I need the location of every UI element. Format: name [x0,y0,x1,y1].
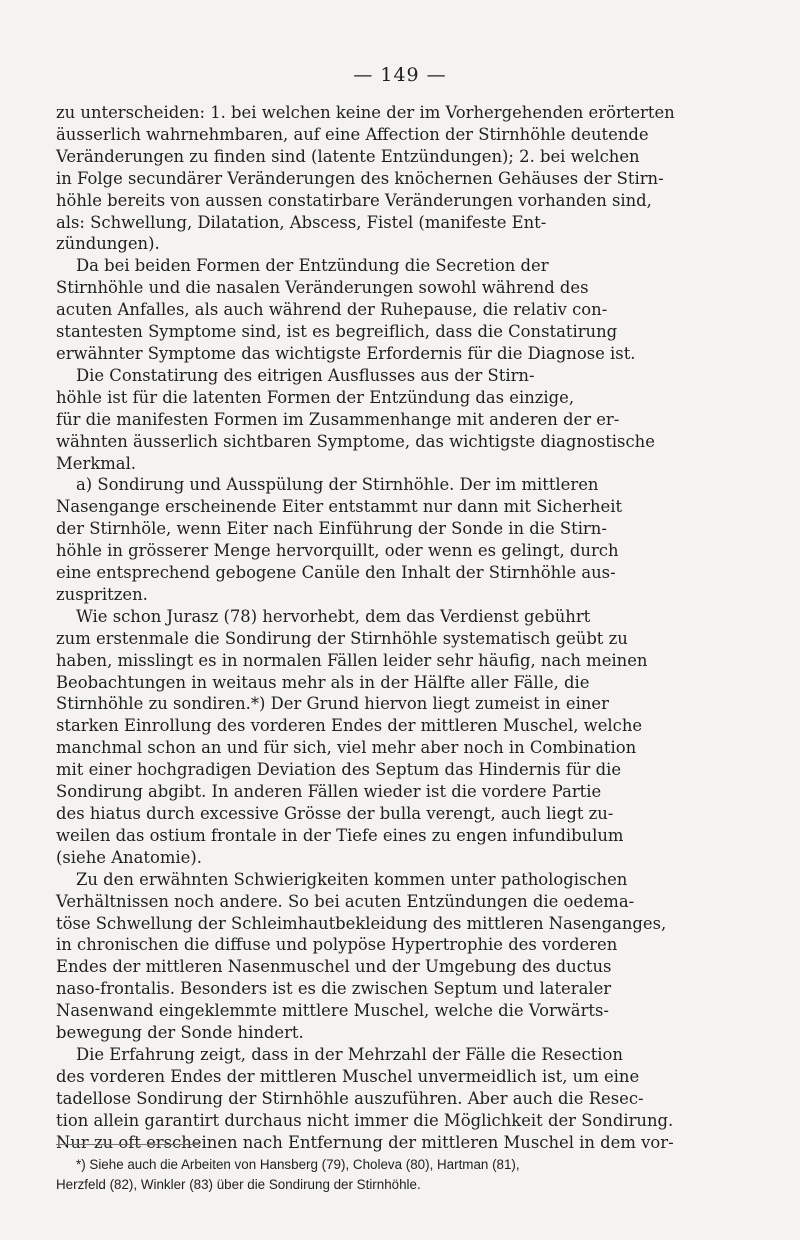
text-line: Verhältnissen noch andere. So bei acuten Entzündungen die oedema- [56,891,635,911]
text-line: mit einer hochgradigen Deviation des Septum das Hindernis für die [56,760,622,780]
text-line: Sondirung abgibt. In anderen Fällen wieder ist die vordere Partie [56,782,602,802]
text-line: Wie schon Jurasz (78) hervorhebt, dem das Verdienst gebührt [76,606,591,626]
text-line: Nasenwand eingeklemmte mittlere Muschel, welche die Vorwärts- [56,1001,609,1021]
text-line: naso-frontalis. Besonders ist es die zwischen Septum und lateraler [56,979,612,999]
text-line: Stirnhöhle zu sondiren.*) Der Grund hiervon liegt zumeist in einer [56,694,609,714]
text-line: Die Constatirung des eitrigen Ausflusses aus der Stirn- [76,365,535,385]
text-line: zuspritzen. [56,584,148,604]
text-line: zündungen). [56,234,160,254]
section-heading-line: a) Sondirung und Ausspülung der Stirnhöhle. Der im mittleren [76,475,599,495]
text-line: weilen das ostium frontale in der Tiefe eines zu engen infundibulum [56,825,624,845]
text-line: des vorderen Endes der mittleren Muschel unvermeidlich ist, um eine [56,1066,640,1086]
text-line: Nasengange erscheinende Eiter entstammt nur dann mit Sicherheit [56,497,623,517]
footnote-line: *) Siehe auch die Arbeiten von Hansberg (79), Choleva (80), Hartman (81), [76,1157,520,1172]
text-line: der Stirnhöle, wenn Eiter nach Einführung der Sonde in die Stirn- [56,519,607,539]
text-line: bewegung der Sonde hindert. [56,1023,304,1043]
text-line: tion allein garantirt durchaus nicht immer die Möglichkeit der Sondirung. [56,1110,674,1130]
text-line: stantesten Symptome sind, ist es begreiflich, dass die Constatirung [56,322,618,342]
text-line: Da bei beiden Formen der Entzündung die Secretion der [76,256,549,276]
text-line: äusserlich wahrnehmbaren, auf eine Affection der Stirnhöhle deutende [56,124,649,144]
text-line: (siehe Anatomie). [56,847,202,867]
footnote-divider [56,1144,199,1145]
text-line: in Folge secundärer Veränderungen des knöchernen Gehäuses der Stirn- [56,168,664,188]
text-line: als: Schwellung, Dilatation, Abscess, Fistel (manifeste Ent- [56,212,547,232]
text-line: zum erstenmale die Sondirung der Stirnhöhle systematisch geübt zu [56,628,628,648]
footnote-line: Herzfeld (82), Winkler (83) über die Sondirung der Stirnhöhle. [56,1176,421,1192]
text-line: Zu den erwähnten Schwierigkeiten kommen unter pathologischen [76,869,628,889]
text-line: Endes der mittleren Nasenmuschel und der Umgebung des ductus [56,957,612,977]
main-text [56,102,750,1154]
text-line: Die Erfahrung zeigt, dass in der Mehrzahl der Fälle die Resection [76,1044,623,1064]
text-line: starken Einrollung des vorderen Endes der mittleren Muschel, welche [56,716,643,736]
text-line: Nur zu oft erscheinen nach Entfernung der mittleren Muschel in dem vor- [56,1132,674,1152]
text-line: Veränderungen zu finden sind (latente Entzündungen); 2. bei welchen [56,146,640,166]
text-line: in chronischen die diffuse und polypöse Hypertrophie des vorderen [56,935,618,955]
text-line: tadellose Sondirung der Stirnhöhle auszuführen. Aber auch die Resec- [56,1088,644,1108]
footnotes [56,1155,750,1194]
text-line: zu unterscheiden: 1. bei welchen keine der im Vorhergehenden erörterten [56,103,675,122]
text-line: höhle bereits von aussen constatirbare Veränderungen vorhanden sind, [56,190,652,210]
text-line: eine entsprechend gebogene Canüle den Inhalt der Stirnhöhle aus- [56,563,616,583]
text-line: wähnten äusserlich sichtbaren Symptome, das wichtigste diagnostische [56,431,655,451]
text-line: für die manifesten Formen im Zusammenhange mit anderen der er- [56,409,620,429]
text-line: Beobachtungen in weitaus mehr als in der Hälfte aller Fälle, die [56,672,590,692]
text-line: acuten Anfalles, als auch während der Ruhepause, die relativ con- [56,300,608,320]
text-line: des hiatus durch excessive Grösse der bulla verengt, auch liegt zu- [56,804,614,823]
text-line: höhle ist für die latenten Formen der Entzündung das einzige, [56,387,575,407]
text-line: Merkmal. [56,453,137,473]
text-line: haben, misslingt es in normalen Fällen leider sehr häufig, nach meinen [56,650,648,670]
text-line: töse Schwellung der Schleimhautbekleidung des mittleren Nasenganges, [56,913,667,933]
text-line: Stirnhöhle und die nasalen Veränderungen sowohl während des [56,278,589,298]
text-line: manchmal schon an und für sich, viel mehr aber noch in Combination [56,738,637,758]
page-number: — 149 — [353,64,447,86]
text-line: höhle in grösserer Menge hervorquillt, oder wenn es gelingt, durch [56,541,619,561]
text-line: erwähnter Symptome das wichtigste Erfordernis für die Diagnose ist. [56,343,636,363]
